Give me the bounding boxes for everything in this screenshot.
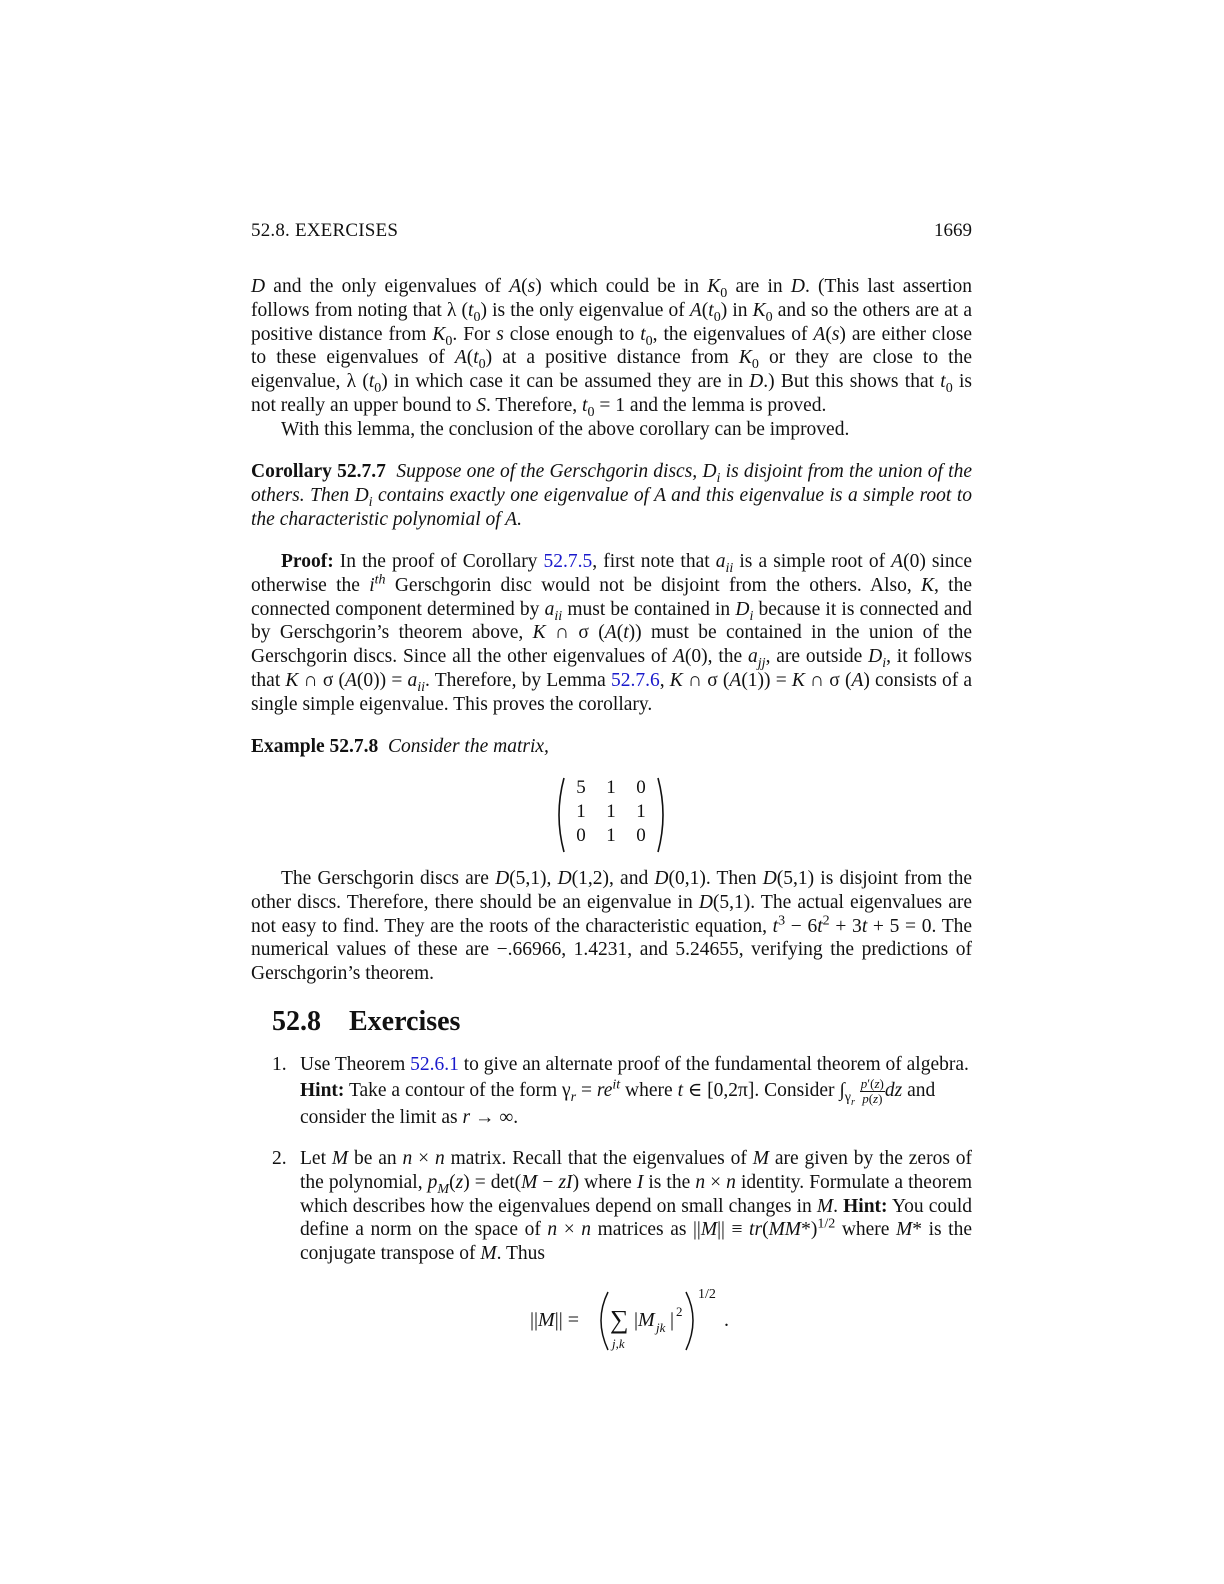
- left-paren: [552, 776, 566, 854]
- paragraph-lemma-end: D and the only eigenvalues of A(s) which could be in $K_0$ are in D. (This last assertion follows from noting that λ $(t_0)$ is the only eigenvalue of $A(t_0)$ in $K_0$ and so the others are at a positive distance from $K_0$. For s close enough to $t_0$, the eigenvalues of A(s) are either close to these eigenvalues of $A(t_0)$ at a positive distance from $K_0$ or they are close to the eigenvalue, λ $(t_0)$ in which case it can be assumed they are in D.) But this shows that $t_0$ is not really an upper bound to S. Therefore, $t_0 = 1$ and the lemma is proved.: [251, 276, 973, 420]
- corollary-block: Corollary 52.7.7 Suppose one of the Gerschgorin discs, $D_i$ is disjoint from the union of the others. Then $D_i$ contains exactly one eigenvalue of A and this eigenvalue is a simple root to the characteristic polynomial of A.: [251, 461, 973, 530]
- exercise-1: 1. Use Theorem 52.6.1 to give an alternate proof of the fundamental theorem of algebra. Hint: Take a contour of the form $\gamma_r = re^{it}$ where t ∈ [0,2π]. Consider $\int_{\gamma_r}$ $\frac{p'(z)}{p(z)}$ dz and consider the limit as r → ∞.: [272, 1054, 969, 1128]
- exercise-number: 1.: [272, 1054, 287, 1075]
- matrix-cell: 0: [636, 825, 646, 847]
- svg-text:||M|| =: ||M|| =: [530, 1309, 579, 1331]
- matrix-cell: 1: [606, 777, 616, 799]
- lemma-link[interactable]: 52.7.6: [611, 669, 660, 691]
- matrix-cell: 1: [606, 825, 616, 847]
- example-block: [251, 735, 972, 759]
- example-intro: Consider the matrix,: [388, 736, 549, 757]
- matrix-row: [566, 776, 656, 800]
- svg-text:|: |: [670, 1309, 675, 1331]
- right-paren: [656, 776, 670, 854]
- svg-text:.: .: [724, 1309, 729, 1331]
- svg-text:j,k: j,k: [612, 1336, 625, 1351]
- exercise-number: 2.: [272, 1148, 287, 1169]
- matrix-cell: 0: [576, 825, 586, 847]
- corollary-link[interactable]: 52.7.5: [543, 551, 593, 572]
- exercise-2: 2. Let M be an n × n matrix. Recall that the eigenvalues of M are given by the zeros of the polynomial, $p_M(z) = \det(M - zI)$ where I is the n × n identity. Formulate a theorem which describes how the eigenvalues depend on small changes in M. Hint: You could define a norm on the space of n × n matrices as $||M|| \equiv tr(MM*)^{1/2}$ where M* is the conjugate transpose of M. Thus: [272, 1148, 973, 1265]
- continuation-paragraph: [251, 275, 972, 442]
- matrix-cell: 0: [636, 777, 646, 799]
- norm-equation-svg: [530, 1284, 750, 1356]
- section-number: 52.8: [272, 1006, 321, 1037]
- matrix-cell: 1: [576, 801, 586, 823]
- running-header: [251, 219, 972, 245]
- matrix-cell: 1: [606, 801, 616, 823]
- svg-text:2: 2: [676, 1304, 683, 1319]
- example-label: Example 52.7.8: [251, 736, 379, 757]
- norm-equation: [530, 1284, 750, 1356]
- matrix-row: [566, 824, 656, 848]
- section-heading: [272, 1006, 461, 1037]
- paragraph-improvement: With this lemma, the conclusion of the above corollary can be improved.: [281, 418, 850, 440]
- corollary-label: Corollary 52.7.7: [251, 461, 386, 482]
- svg-text:|M: |M: [634, 1309, 655, 1331]
- page-number: 1669: [934, 220, 972, 241]
- svg-text:∑: ∑: [610, 1305, 629, 1334]
- proof-block: Proof: In the proof of Corollary 52.7.5, first note that $a_{ii}$ is a simple root of A(0) since otherwise the $i^{th}$ Gerschgorin disc would not be disjoint from the others. Also, K, the connected component determined by $a_{ii}$ must be contained in $D_i$ because it is connected and by Gerschgorin’s theorem above, K ∩ σ (A(t)) must be contained in the union of the Gerschgorin discs. Since all the other eigenvalues of A(0), the $a_{jj}$, are outside $D_i$, it follows that K ∩ σ $(A(0)) = a_{ii}$. Therefore, by Lemma 52.7.6, K ∩ σ (A(1)) = K ∩ σ (A) consists of a single simple eigenvalue. This proves the corollary.: [251, 551, 973, 715]
- svg-text:1/2: 1/2: [698, 1287, 716, 1302]
- proof-label: Proof:: [281, 551, 334, 572]
- running-head: 52.8. EXERCISES: [251, 220, 399, 241]
- matrix-cell: 1: [636, 801, 646, 823]
- matrix-table: [566, 776, 656, 848]
- svg-text:jk: jk: [656, 1320, 666, 1335]
- fraction: $\frac{p'(z)}{p(z)}$: [860, 1075, 884, 1106]
- theorem-link[interactable]: 52.6.1: [410, 1054, 459, 1075]
- matrix-cell: 5: [576, 777, 586, 799]
- section-title: Exercises: [349, 1006, 461, 1037]
- matrix-row: [566, 800, 656, 824]
- example-matrix: [552, 776, 672, 856]
- example-discussion: The Gerschgorin discs are D(5,1), D(1,2), and D(0,1). Then D(5,1) is disjoint from the other discs. Therefore, there should be an eigenvalue in D(5,1). The actual eigenvalues are not easy to find. They are the roots of the characteristic equation, $t^3 - 6t^2 + 3t + 5 = 0$. The numerical values of these are −.66966, 1.4231, and 5.24655, verifying the predictions of Gerschgorin’s theorem.: [251, 868, 973, 985]
